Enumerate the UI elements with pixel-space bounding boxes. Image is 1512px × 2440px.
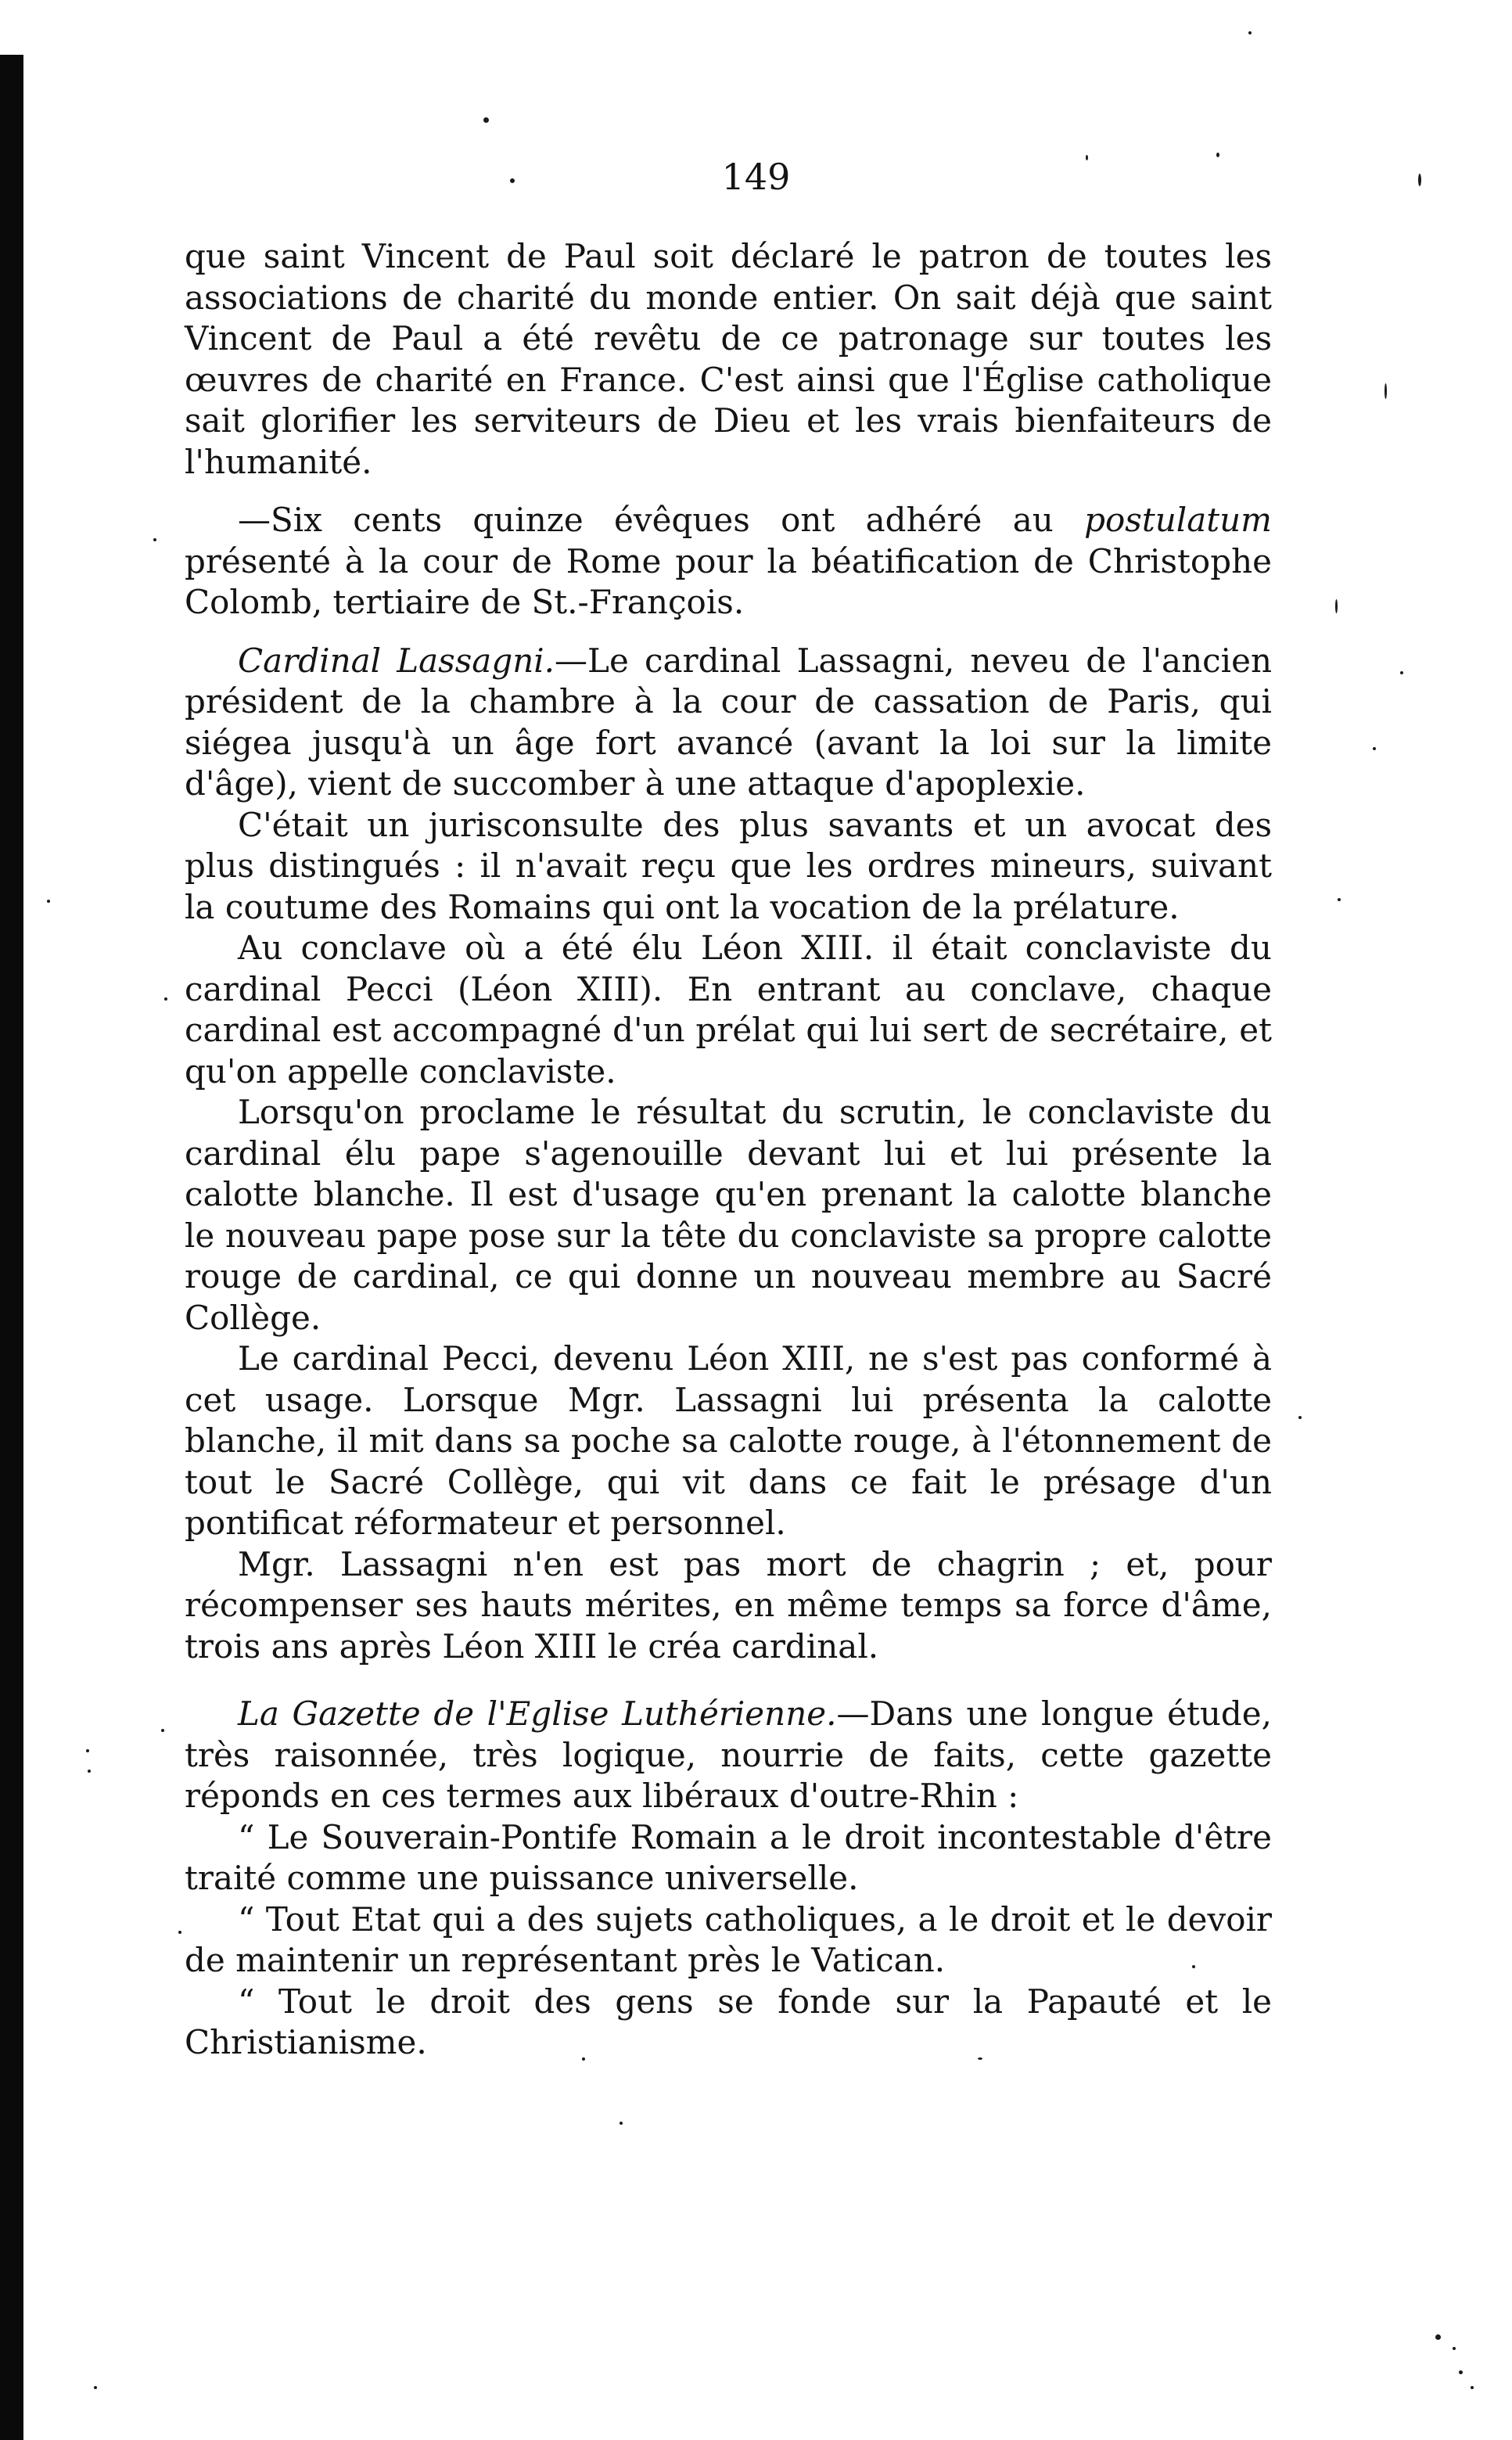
quote-souverain-pontife: [185, 1817, 1272, 1899]
scan-speck: [164, 997, 167, 1001]
page-number: 149: [721, 156, 791, 198]
paragraph-cardinal-pecci: [185, 1339, 1272, 1544]
quote-droit-des-gens: [185, 1982, 1272, 2064]
paragraph-text: Lorsqu'on proclame le résultat du scrutin, le conclaviste du cardinal élu pape s'agenouille devant lui et lui présente la calotte blanche. Il est d'usage qu'en prenant la calotte blanche le nouveau pape pose sur la tête du conclaviste sa propre calotte rouge de cardinal, ce qui donne un nouveau membre au Sacré Collège.: [185, 1093, 1272, 1337]
paragraph-gazette: [185, 1694, 1272, 1817]
scan-speck: [1192, 1965, 1195, 1968]
section-heading: La Gazette de l'Eglise Luthérienne.: [238, 1694, 837, 1733]
scan-speck: [88, 1770, 91, 1773]
scan-speck: [1435, 2334, 1441, 2340]
paragraph-conclave: [185, 928, 1272, 1092]
scan-speck: [1418, 174, 1421, 186]
paragraph-text: Le cardinal Pecci, devenu Léon XIII, ne s'est pas conformé à cet usage. Lorsque Mgr. Lassagni lui présenta la calotte blanche, il mit dans sa poche sa calotte rouge, à l'étonnement de tout le Sacré Collège, qui vit dans ce fait le présage d'un pontificat réformateur et personnel.: [185, 1339, 1272, 1542]
paragraph-jurisconsulte: [185, 805, 1272, 929]
paragraph-text: Au conclave où a été élu Léon XIII. il était conclaviste du cardinal Pecci (Léon XIII). En entrant au conclave, chaque cardinal est accompagné d'un prélat qui lui sert de secrétaire, et qu'on appelle conclaviste.: [185, 929, 1272, 1091]
scan-speck: [161, 1729, 164, 1732]
italic-term: postulatum: [1084, 501, 1272, 539]
scan-speck: [1086, 155, 1088, 160]
paragraph-mgr-lassagni: [185, 1544, 1272, 1668]
scan-speck: [1338, 898, 1341, 901]
scan-speck: [1400, 671, 1403, 674]
scan-speck: [1373, 747, 1376, 750]
paragraph-text: Mgr. Lassagni n'en est pas mort de chagrin ; et, pour récompenser ses hauts mérites, en même temps sa force d'âme, trois ans après Léon XIII le créa cardinal.: [185, 1544, 1272, 1666]
paragraph-text: —Le cardinal Lassagni, neveu de l'ancien président de la chambre à la cour de cassation de Paris, qui siégea jusqu'à un âge fort avancé (avant la loi sur la limite d'âge), vient de succomber à une attaque d'apoplexie.: [185, 641, 1273, 803]
scan-speck: [620, 2122, 623, 2125]
scan-speck: [1459, 2370, 1463, 2374]
scan-speck: [1335, 599, 1338, 613]
paragraph-text: —Dans une longue étude, très raisonnée, très logique, nourrie de faits, cette gazette réponds en ces termes aux libéraux d'outre-Rhin :: [185, 1694, 1273, 1815]
scan-speck: [1298, 1416, 1302, 1419]
quote-etat: [185, 1899, 1272, 1982]
paragraph-text: que saint Vincent de Paul soit déclaré le patron de toutes les associations de charité du monde entier. On sait déjà que saint Vincent de Paul a été revêtu de ce patronage sur toutes les œuvres de charité en France. C'est ainsi que l'Église catholique sait glorifier les serviteurs de Dieu et les vrais bienfaiteurs de l'humanité.: [185, 237, 1272, 481]
section-heading: Cardinal Lassagni.: [238, 641, 555, 680]
scan-speck: [86, 1749, 89, 1752]
scan-speck: [178, 1931, 181, 1934]
paragraph-text-before: —Six cents quinze évêques ont adhéré au: [238, 501, 1085, 539]
paragraph-postulatum: [185, 500, 1272, 623]
scan-binding-edge: [0, 55, 23, 2440]
paragraph-cardinal-lassagni: [185, 641, 1272, 805]
paragraph-scrutin: [185, 1092, 1272, 1339]
scan-speck: [483, 117, 489, 123]
article-body: [185, 236, 1272, 2064]
scan-speck: [47, 900, 50, 903]
quote-text: “ Tout le droit des gens se fonde sur la Papauté et le Christianisme.: [185, 1982, 1272, 2061]
quote-text: “ Le Souverain-Pontife Romain a le droit incontestable d'être traité comme une puissance universelle.: [185, 1817, 1272, 1897]
scan-speck: [1453, 2347, 1456, 2350]
scan-speck: [1248, 31, 1252, 34]
paragraph-text-after: présenté à la cour de Rome pour la béatification de Christophe Colomb, tertiaire de St.-François.: [185, 541, 1272, 621]
scan-speck: [582, 2057, 585, 2061]
paragraph-vincent-de-paul: [185, 236, 1272, 483]
scan-speck: [1471, 2386, 1474, 2389]
scan-speck: [153, 538, 156, 541]
scan-speck: [1385, 383, 1387, 399]
quote-text: “ Tout Etat qui a des sujets catholiques, a le droit et le devoir de maintenir un représentant près le Vatican.: [185, 1899, 1272, 1979]
scan-speck: [978, 2057, 982, 2060]
paragraph-text: C'était un jurisconsulte des plus savants et un avocat des plus distingués : il n'avait reçu que les ordres mineurs, suivant la coutume des Romains qui ont la vocation de la prélature.: [185, 805, 1272, 926]
scan-speck: [1216, 153, 1219, 157]
scan-speck: [510, 178, 515, 183]
scan-speck: [94, 2386, 97, 2389]
